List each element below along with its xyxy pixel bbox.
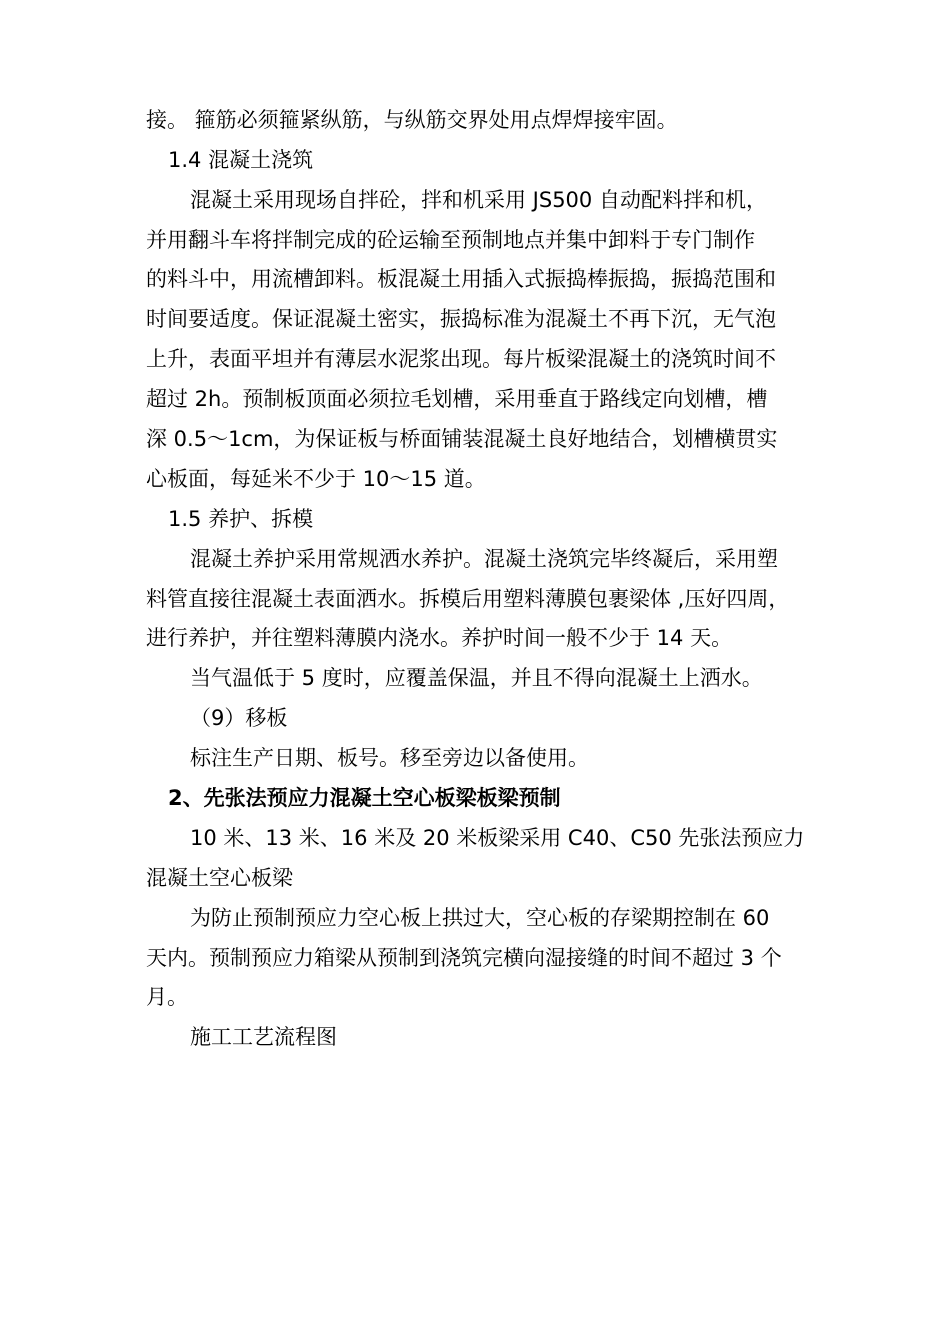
paragraph-line: 为防止预制预应力空心板上拱过大，空心板的存梁期控制在 60 (190, 906, 770, 930)
section-heading-1-5: 1.5 养护、拆模 (168, 507, 314, 531)
subsection-heading-9: （9）移板 (190, 706, 288, 730)
paragraph-line: 料管直接往混凝土表面洒水。拆模后用塑料薄膜包裹梁体 ,压好四周， (146, 587, 790, 611)
paragraph-line: 深 0.5～1cm，为保证板与桥面铺装混凝土良好地结合，划槽横贯实 (146, 427, 778, 451)
paragraph-line: 混凝土养护采用常规洒水养护。混凝土浇筑完毕终凝后，采用塑 (190, 547, 778, 571)
paragraph-line: 上升，表面平坦并有薄层水泥浆出现。每片板梁混凝土的浇筑时间不 (146, 347, 776, 371)
paragraph-line: 天内。预制预应力箱梁从预制到浇筑完横向湿接缝的时间不超过 3 个 (146, 946, 782, 970)
paragraph-line: 心板面，每延米不少于 10～15 道。 (146, 467, 486, 491)
paragraph-line: 超过 2h。预制板顶面必须拉毛划槽，采用垂直于路线定向划槽，槽 (146, 387, 768, 411)
paragraph-line: 10 米、13 米、16 米及 20 米板梁采用 C40、C50 先张法预应力 (190, 826, 805, 850)
paragraph-line: 进行养护，并往塑料薄膜内浇水。养护时间一般不少于 14 天。 (146, 626, 733, 650)
paragraph-line: 混凝土空心板梁 (146, 866, 293, 890)
paragraph-line: 月。 (146, 985, 188, 1009)
paragraph-line: 并用翻斗车将拌制完成的砼运输至预制地点并集中卸料于专门制作 (146, 228, 755, 252)
flowchart-caption: 施工工艺流程图 (190, 1025, 337, 1049)
paragraph-line: 标注生产日期、板号。移至旁边以备使用。 (190, 746, 589, 770)
section-heading-2: 2、先张法预应力混凝土空心板梁板梁预制 (168, 786, 561, 810)
paragraph-line: 时间要适度。保证混凝土密实，振捣标准为混凝土不再下沉，无气泡 (146, 307, 776, 331)
paragraph-line: 的料斗中，用流槽卸料。板混凝土用插入式振捣棒振捣，振捣范围和 (146, 267, 776, 291)
section-heading-1-4: 1.4 混凝土浇筑 (168, 148, 314, 172)
paragraph-line: 当气温低于 5 度时，应覆盖保温，并且不得向混凝土上洒水。 (190, 666, 763, 690)
paragraph-line: 接。 箍筋必须箍紧纵筋，与纵筋交界处用点焊焊接牢固。 (146, 108, 678, 132)
paragraph-line: 混凝土采用现场自拌砼，拌和机采用 JS500 自动配料拌和机， (190, 188, 767, 212)
